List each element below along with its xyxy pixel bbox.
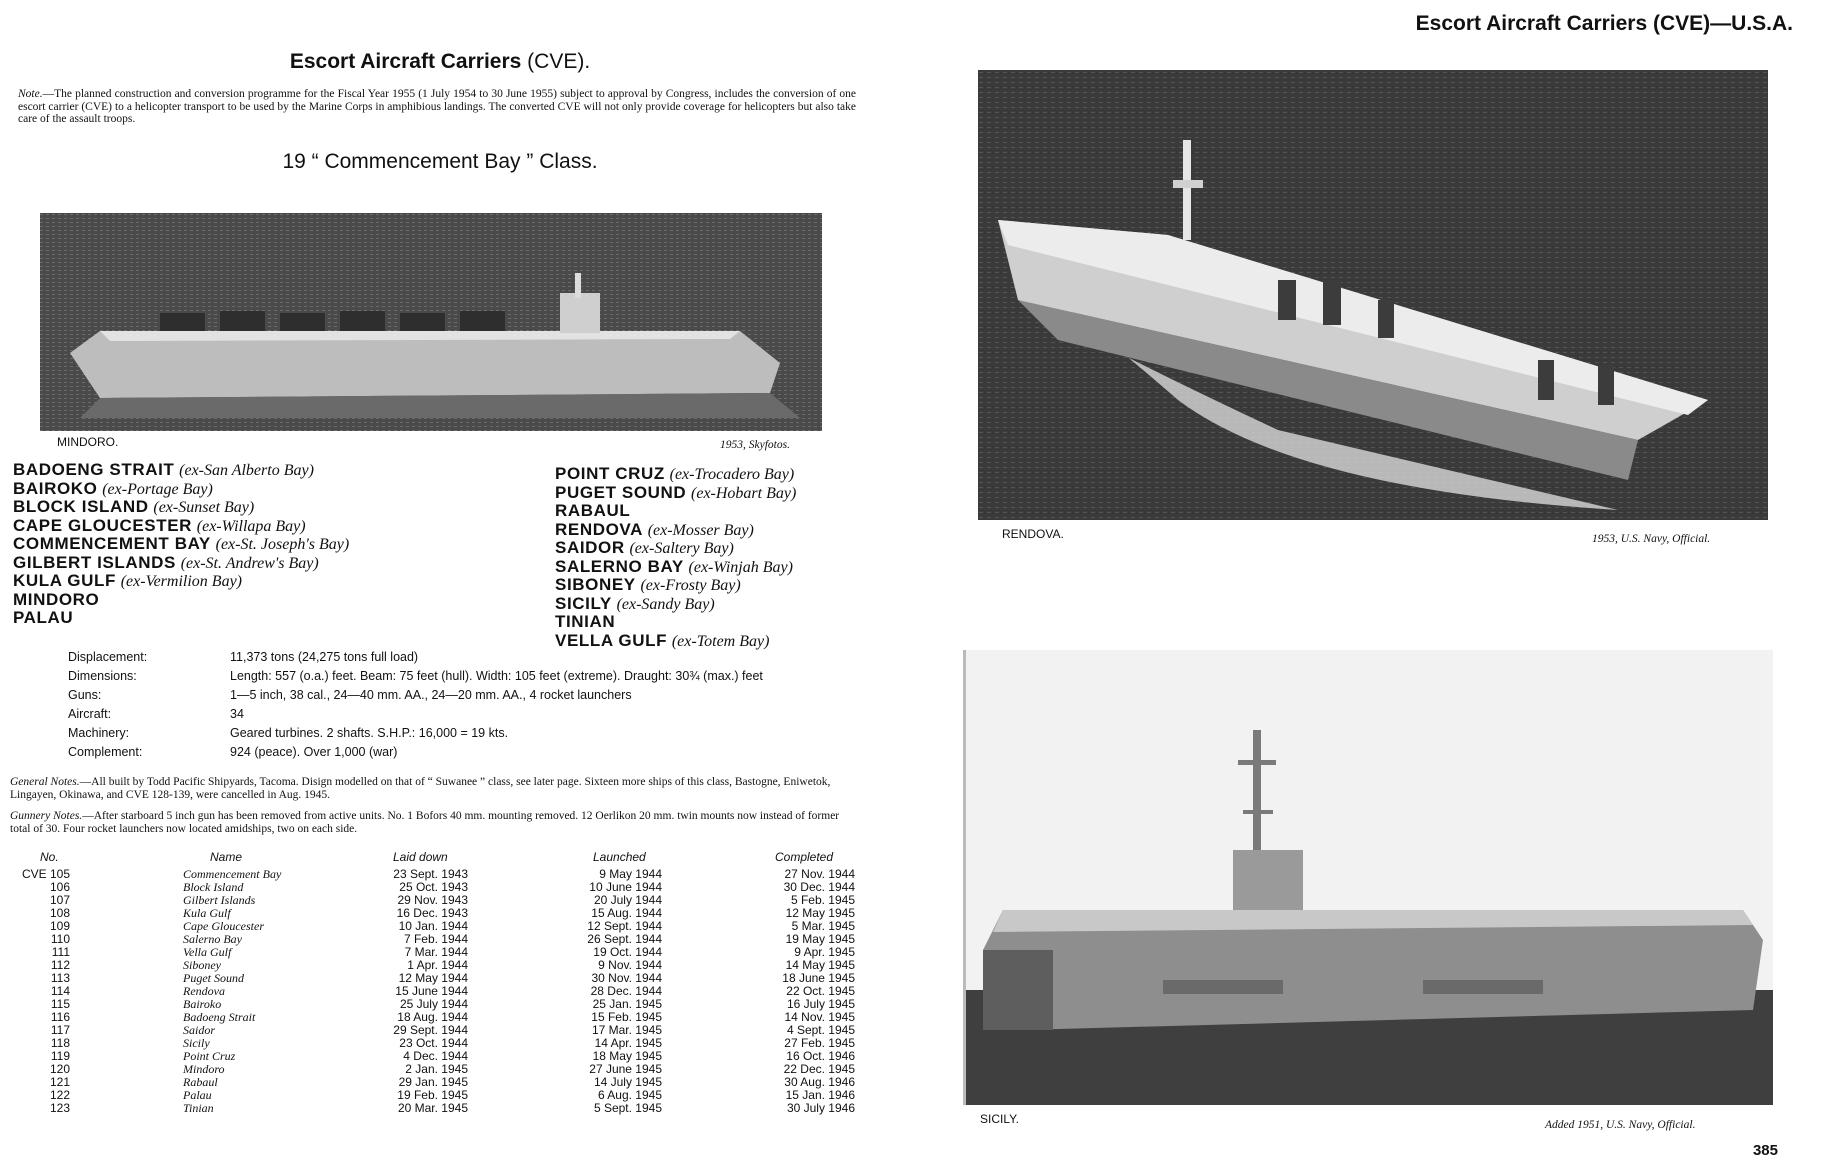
cell-launched: 28 Dec. 1944 — [590, 984, 662, 998]
cell-completed: 18 June 1945 — [782, 971, 855, 985]
cell-launched: 14 Apr. 1945 — [594, 1036, 662, 1050]
cell-completed: 15 Jan. 1946 — [785, 1088, 855, 1102]
cell-no: 116 — [50, 1010, 70, 1024]
cell-name: Vella Gulf — [183, 945, 232, 959]
cell-completed: 16 July 1945 — [786, 997, 855, 1011]
cell-name: Kula Gulf — [183, 906, 231, 920]
photo-sicily — [963, 650, 1773, 1105]
cell-launched: 14 July 1945 — [593, 1075, 662, 1089]
cell-no: 113 — [50, 971, 70, 985]
cell-no: 120 — [49, 1062, 70, 1076]
cell-name: Badoeng Strait — [183, 1010, 256, 1024]
cell-launched: 26 Sept. 1944 — [587, 932, 662, 946]
ship-name-entry: MINDORO — [13, 589, 100, 609]
cell-name: Bairoko — [183, 997, 222, 1011]
ship-name-entry: SAIDOR (ex-Saltery Bay) — [555, 538, 734, 557]
left-page-title — [0, 50, 880, 74]
spec-value: 1—5 inch, 38 cal., 24—40 mm. AA., 24—20 mm. AA., 4 rocket launchers — [230, 688, 632, 702]
cell-completed: 30 Dec. 1944 — [783, 880, 855, 894]
photo-credit-sicily: Added 1951, U.S. Navy, Official. — [1545, 1119, 1696, 1131]
cell-name: Rabaul — [183, 1075, 218, 1089]
cell-no: 117 — [50, 1023, 70, 1037]
ship-name-entry: SICILY (ex-Sandy Bay) — [555, 593, 715, 613]
cell-laid-down: 25 Oct. 1943 — [399, 880, 468, 894]
table-header-launched: Launched — [593, 850, 646, 864]
note-text: —The planned construction and conversion programme for the Fiscal Year 1955 (1 July 1954 to 30 June 1955) subject to approval by Congress, includes the conversion of one escort carrier (CVE) to a helicopter transport to be used by the Marine Corps in amphibious landings. The converted CVE will not only provide coverage for helicopters but also take care of the assault troops. — [18, 88, 856, 125]
cell-laid-down: 19 Feb. 1945 — [397, 1088, 468, 1102]
ship-name-entry: RENDOVA (ex-Mosser Bay) — [555, 519, 754, 539]
cell-laid-down: 1 Apr. 1944 — [407, 958, 468, 972]
cell-launched: 17 Mar. 1945 — [591, 1023, 662, 1037]
photo-mindoro — [40, 213, 822, 431]
table-header-completed: Completed — [775, 850, 834, 864]
cell-launched: 15 Aug. 1944 — [591, 906, 662, 920]
cell-launched: 19 Oct. 1944 — [593, 945, 662, 959]
cell-name: Palau — [183, 1088, 212, 1102]
spec-value: Length: 557 (o.a.) feet. Beam: 75 feet (hull). Width: 105 feet (extreme). Draught: 30¾ (max.) feet — [230, 669, 763, 683]
title-suffix: (CVE). — [527, 50, 591, 73]
gunnery-notes-text: —After starboard 5 inch gun has been removed from active units. No. 1 Bofors 40 mm. mounting removed. 12 Oerlikon 20 mm. twin mounts now instead of former total of 30. Four rocket launchers now located amidships, two on each side. — [10, 810, 840, 835]
cell-no: 123 — [49, 1101, 70, 1115]
cell-name: Cape Gloucester — [183, 919, 264, 933]
ship-name-entry: TINIAN — [555, 612, 616, 631]
class-title: 19 “ Commencement Bay ” Class. — [282, 150, 598, 173]
cell-no: 108 — [49, 906, 70, 920]
cell-laid-down: 7 Feb. 1944 — [403, 932, 468, 946]
spec-label: Guns: — [68, 688, 102, 702]
ship-name-entry: KULA GULF (ex-Vermilion Bay) — [13, 571, 242, 590]
spec-value: 924 (peace). Over 1,000 (war) — [230, 745, 398, 759]
spec-label: Dimensions: — [68, 669, 137, 683]
spec-value: 34 — [230, 707, 244, 721]
cell-no: 122 — [49, 1088, 70, 1102]
cell-no: 114 — [50, 984, 70, 998]
cell-name: Commencement Bay — [183, 867, 282, 881]
cell-completed: 14 Nov. 1945 — [784, 1010, 855, 1024]
ship-name-entry: BADOENG STRAIT (ex-San Alberto Bay) — [13, 460, 314, 479]
cell-no: 115 — [50, 997, 70, 1011]
cell-laid-down: 18 Aug. 1944 — [397, 1010, 468, 1024]
ship-name-entry: SIBONEY (ex-Frosty Bay) — [555, 575, 741, 594]
cell-launched: 5 Sept. 1945 — [593, 1101, 662, 1115]
cell-completed: 9 Apr. 1945 — [794, 945, 855, 959]
cell-laid-down: 20 Mar. 1945 — [397, 1101, 468, 1115]
table-header-laid-down: Laid down — [393, 850, 448, 864]
spec-value: Geared turbines. 2 shafts. S.H.P.: 16,000 = 19 kts. — [230, 726, 509, 740]
spec-label: Aircraft: — [68, 707, 112, 721]
cell-completed: 30 Aug. 1946 — [784, 1075, 855, 1089]
note-label: Note. — [18, 88, 43, 100]
cell-name: Salerno Bay — [183, 932, 242, 946]
page-number: 385 — [1752, 1142, 1778, 1159]
cell-laid-down: 10 Jan. 1944 — [398, 919, 468, 933]
photo-caption-mindoro: MINDORO. — [57, 435, 119, 449]
cell-launched: 27 June 1945 — [589, 1062, 662, 1076]
spec-label: Displacement: — [68, 650, 148, 664]
cell-completed: 5 Feb. 1945 — [790, 893, 855, 907]
ship-name-entry: COMMENCEMENT BAY (ex-St. Joseph's Bay) — [13, 534, 350, 553]
cell-laid-down: 23 Oct. 1944 — [399, 1036, 468, 1050]
cell-no: 106 — [49, 880, 70, 894]
cell-completed: 12 May 1945 — [785, 906, 855, 920]
ships-table — [10, 850, 855, 1130]
cell-completed: 22 Oct. 1945 — [786, 984, 855, 998]
cell-laid-down: 23 Sept. 1943 — [393, 867, 468, 881]
cell-name: Tinian — [183, 1101, 214, 1115]
cell-laid-down: 4 Dec. 1944 — [403, 1049, 468, 1063]
ship-name-entry: BAIROKO (ex-Portage Bay) — [13, 478, 213, 498]
cell-completed: 4 Sept. 1945 — [786, 1023, 855, 1037]
cell-completed: 27 Nov. 1944 — [784, 867, 855, 881]
cell-laid-down: 29 Jan. 1945 — [398, 1075, 468, 1089]
table-row — [10, 1102, 860, 1115]
ship-name-entry: CAPE GLOUCESTER (ex-Willapa Bay) — [13, 515, 306, 535]
cell-no: 121 — [49, 1075, 70, 1089]
ship-name-entry: PUGET SOUND (ex-Hobart Bay) — [555, 482, 797, 502]
title-bold: Escort Aircraft Carriers — [289, 50, 522, 73]
photo-caption-rendova: RENDOVA. — [1002, 527, 1064, 541]
cell-completed: 22 Dec. 1945 — [783, 1062, 855, 1076]
ship-name-entry: BLOCK ISLAND (ex-Sunset Bay) — [13, 497, 255, 516]
photo-rendova — [978, 70, 1768, 520]
cell-launched: 18 May 1945 — [592, 1049, 662, 1063]
right-page-title: Escort Aircraft Carriers (CVE)—U.S.A. — [1415, 12, 1793, 35]
cell-completed: 14 May 1945 — [785, 958, 855, 972]
spec-label: Complement: — [68, 745, 143, 759]
gunnery-notes-label: Gunnery Notes. — [10, 810, 83, 822]
cell-launched: 30 Nov. 1944 — [591, 971, 662, 985]
ship-name-entry: PALAU — [13, 608, 74, 627]
cell-name: Siboney — [183, 958, 221, 972]
cell-name: Mindoro — [183, 1062, 225, 1076]
ship-name-entry: RABAUL — [555, 501, 631, 520]
table-header-name: Name — [210, 850, 243, 864]
cell-laid-down: 29 Nov. 1943 — [397, 893, 468, 907]
cell-name: Saidor — [183, 1023, 216, 1037]
photo-credit-rendova: 1953, U.S. Navy, Official. — [1592, 533, 1711, 545]
cell-launched: 20 July 1944 — [593, 893, 662, 907]
gunnery-notes — [10, 810, 850, 835]
cell-name: Gilbert Islands — [183, 893, 256, 907]
ship-name-entry: GILBERT ISLANDS (ex-St. Andrew's Bay) — [13, 552, 319, 572]
cell-no: 107 — [49, 893, 70, 907]
cell-launched: 25 Jan. 1945 — [592, 997, 662, 1011]
cell-no: 112 — [50, 958, 70, 972]
cell-no: 119 — [50, 1049, 70, 1063]
cell-completed: 27 Feb. 1945 — [784, 1036, 855, 1050]
general-notes-text: —All built by Todd Pacific Shipyards, Tacoma. Disign modelled on that of “ Suwanee ” class, see later page. Sixteen more ships of this class, Bastogne, Eniwetok, Lingayen, Okinawa, and CVE 128-139, were cancelled in Aug. 1945. — [10, 776, 831, 801]
cell-laid-down: 2 Jan. 1945 — [405, 1062, 468, 1076]
table-header-no: No. — [40, 850, 59, 864]
cell-no: 109 — [49, 919, 70, 933]
cell-no: 118 — [50, 1036, 70, 1050]
cell-completed: 5 Mar. 1945 — [791, 919, 855, 933]
cell-laid-down: 25 July 1944 — [399, 997, 468, 1011]
cell-no: 111 — [51, 945, 70, 959]
cell-laid-down: 16 Dec. 1943 — [396, 906, 468, 920]
spec-label: Machinery: — [68, 726, 130, 740]
cell-name: Rendova — [183, 984, 225, 998]
note-paragraph — [18, 88, 856, 126]
cell-launched: 9 Nov. 1944 — [598, 958, 662, 972]
cell-launched: 15 Feb. 1945 — [591, 1010, 662, 1024]
cell-launched: 9 May 1944 — [599, 867, 662, 881]
cell-launched: 6 Aug. 1945 — [597, 1088, 662, 1102]
ship-name-entry: SALERNO BAY (ex-Winjah Bay) — [555, 556, 793, 576]
cell-no: CVE 105 — [21, 867, 70, 881]
ship-names-left-column — [13, 461, 349, 628]
cell-completed: 19 May 1945 — [785, 932, 855, 946]
photo-caption-sicily: SICILY. — [980, 1112, 1019, 1126]
cell-name: Point Cruz — [183, 1049, 236, 1063]
cell-name: Block Island — [183, 880, 244, 894]
cell-name: Puget Sound — [183, 971, 244, 985]
cell-completed: 16 Oct. 1946 — [786, 1049, 855, 1063]
ship-names-right-column — [555, 465, 796, 650]
cell-laid-down: 29 Sept. 1944 — [393, 1023, 468, 1037]
cell-launched: 10 June 1944 — [589, 880, 662, 894]
general-notes-label: General Notes. — [10, 776, 80, 788]
ship-name-entry: POINT CRUZ (ex-Trocadero Bay) — [555, 464, 795, 483]
ship-name-entry: VELLA GULF (ex-Totem Bay) — [555, 630, 770, 650]
cell-name: Sicily — [183, 1036, 210, 1050]
cell-launched: 12 Sept. 1944 — [587, 919, 662, 933]
cell-no: 110 — [50, 932, 70, 946]
photo-credit-mindoro: 1953, Skyfotos. — [720, 439, 790, 451]
general-notes — [10, 776, 850, 801]
cell-completed: 30 July 1946 — [786, 1101, 855, 1115]
cell-laid-down: 15 June 1944 — [395, 984, 468, 998]
cell-laid-down: 7 Mar. 1944 — [404, 945, 468, 959]
cell-laid-down: 12 May 1944 — [398, 971, 468, 985]
spec-value: 11,373 tons (24,275 tons full load) — [230, 650, 419, 664]
